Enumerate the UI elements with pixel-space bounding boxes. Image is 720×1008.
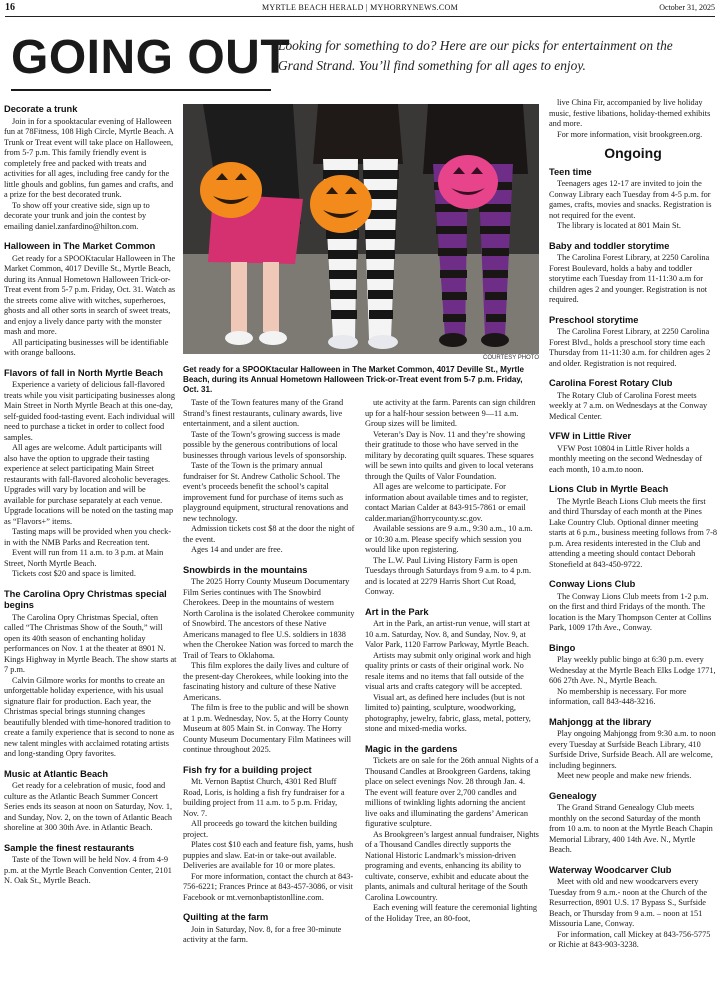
article-paragraph: Veteran’s Day is Nov. 11 and they’re showing their gratitude to those who have served in the military by decorating quilt squares. These squares will be sewn into quilts and given to local veterans through the Quilts of Valor Foundation. [365,429,534,481]
article [549,717,717,782]
article-paragraph: Meet with old and new woodcarvers every Tuesday from 9 a.m.- noon at the Church of the Resurrection, 8901 U.S. 17 Bypass S., Surfside Beach, or Thursday from 9 a.m. – noon at 151 Missouria Lane, Conway. [549,877,707,928]
article-paragraph: To show off your creative side, sign up to decorate your trunk and join the contest by emailing daniel.zanfardino@hilton.com. [4,200,150,231]
article-heading: Quilting at the farm [183,912,269,922]
article-paragraph: Taste of the Town is the primary annual fundraiser for St. Andrew Catholic School. The event’s proceeds benefit the school’s capital improvement fund for purchase of items such as playground equipment, structural renovations and new technology. [183,461,349,523]
article-paragraph: All proceeds go toward the kitchen building project. [183,819,338,839]
section-title: GOING OUT [11,31,291,84]
article-heading: Music at Atlantic Beach [4,768,109,779]
article-paragraph: The film is free to the public and will be shown at 1 p.m. Wednesday, Nov. 5, at the Horry County Museum at 805 Main St. in Conway. The Horry County Museum Documentary Film Matinees will continue throughout 2025. [183,703,351,754]
article-heading: Mahjongg at the library [549,716,652,727]
article-heading: Decorate a trunk [4,104,78,114]
left-pumpkin-bucket [200,162,262,218]
article [549,484,717,570]
article-paragraph: Admission tickets cost $8 at the door the night of the event. [183,524,355,544]
article-paragraph: This film explores the daily lives and culture of the present-day Cherokees, while looking into the fascinating history and culture of these Native Americans. [183,661,349,702]
article-heading: Carolina Forest Rotary Club [549,378,673,388]
article [549,643,717,708]
photo-caption: Get ready for a SPOOKtacular Halloween in The Market Common, 4017 Deville St., Myrtle Beach, during its Annual Hometown Halloween Trick-or-Treat event from 5-7 p.m. Friday, Oct. 31. [183,365,524,394]
article-heading: Halloween in The Market Common [4,241,156,251]
article-heading: Baby and toddler storytime [549,240,670,251]
article-paragraph: The library is located at 801 Main St. [557,221,681,230]
article-paragraph: Artists may submit only original work and high quality prints or casts of their original work. No resale items and no items that fall outside of the visual arts and crafts category will be accepted. [365,650,531,691]
article-paragraph: All participating businesses will be identifiable with orange balloons. [4,337,169,357]
middle-pumpkin-bucket [310,175,372,233]
article [183,565,355,756]
article [549,791,717,856]
article-paragraph: Mt. Vernon Baptist Church, 4301 Red Bluff Road, Loris, is holding a fish fry fundraiser for a building project from 11 a.m. to 5 p.m. Friday, Nov. 7. [183,777,345,818]
article-heading: Lions Club in Myrtle Beach [549,484,669,494]
column-3 [365,398,539,1004]
continued-text [549,98,717,140]
column-4 [549,98,717,1004]
ongoing-heading: Ongoing [604,145,662,161]
article-paragraph: The Rotary Club of Carolina Forest meets weekly at 7 a.m. on Wednesdays at the Conway Medical Center. [549,390,708,421]
article-paragraph: live China Fir, accompanied by live holiday music, festive libations, holiday-themed exhibits and more. [549,98,711,128]
article [365,607,539,735]
article [4,368,177,580]
column-2 [183,398,355,1004]
article [183,398,355,556]
article-paragraph: The Carolina Forest Library, at 2250 Carolina Forest Boulevard, holds a baby and toddler storytime each Tuesday from 11-11:30 a.m for children ages 2 and younger. Registration is not required. [549,253,710,304]
publication-name: MYRTLE BEACH HERALD | MYHORRYNEWS.COM [261,3,458,12]
article-heading: Bingo [549,642,576,653]
article-paragraph: Taste of the Town features many of the Grand Strand’s finest restaurants, culinary awards, live entertainment, and a silent auction. [183,398,344,428]
article-paragraph: All ages are welcome. Adult participants will also have the option to upgrade their tasting experience at select participating Main Street restaurants with fall-flavored alcoholic beverages. Upgrades will vary by location and will be available for purchase separately at each venue. Upgrade locations will be noted on the tasting map as “Flavors+” items. [4,443,174,526]
article [183,765,355,904]
article-paragraph: Teenagers ages 12-17 are invited to join the Conway Library each Tuesday from 4-5 p.m. for games, crafts, movies and snacks. Registration is not required for the event. [549,179,712,220]
article-heading: Conway Lions Club [549,579,636,589]
article-paragraph: Play ongoing Mahjongg from 9:30 a.m. to noon every Tuesday at Surfside Beach Library, 410 Surfside Drive, Surfside Beach. All are welcome, including beginners. [549,729,716,770]
halloween-photo [183,104,539,354]
article [549,865,717,951]
article-paragraph: The Grand Strand Genealogy Club meets monthly on the second Saturday of the month from 10 a.m. to noon at the Myrtle Beach Chapin Memorial Library, 400 14th Ave. N., Myrtle Beach. [549,803,713,854]
article [4,589,177,760]
article-paragraph: Each evening will feature the ceremonial lighting of the Holiday Tree, an 80-foot, [365,903,538,923]
article-paragraph: Join in Saturday, Nov. 8, for a free 30-minute activity at the farm. [183,924,342,944]
title-underline [11,89,271,91]
article-paragraph: For more information, contact the church at 843-756-6221; Frances Prince at 843-457-3086, or visit Facebook or mt.vernonbaptistonlline.com. [183,871,354,902]
article-paragraph: Taste of the Town’s growing success is made possible by the generous contributions of local businesses through various levels of sponsorship. [183,429,347,460]
article-heading: Magic in the gardens [365,743,458,754]
article-paragraph: The Carolina Opry Christmas Special, often called “The Christmas Show of the South,” will open its 40th season of enchanting holiday performances on Nov. 1 at the theater at 8901 N. Kings Highway in Myrtle Beach. The show starts at 7 p.m. [4,612,177,674]
article-paragraph: All ages are welcome to participate. For information about available times and to register, contact Marian Calder at 843-915-7861 or email calder.marian@horrycounty.sc.gov. [365,482,529,523]
left-child-shoe [225,331,253,345]
ongoing-list [549,167,717,951]
article [365,398,539,598]
article [4,104,177,232]
header-rule [5,16,715,17]
left-child-shoe [259,331,287,345]
article-paragraph: Meet new people and make new friends. [557,771,692,780]
section-intro: Looking for something to do? Here are our picks for entertainment on the Grand Strand. You’ll find something for all ages to enjoy. [278,38,673,73]
left-child-leg [231,262,247,332]
article-paragraph: Get ready for a celebration of music, food and culture as the Atlantic Beach Summer Concert Series ends its season at noon on Saturday, Nov. 1, and Sunday, Nov. 2, on the town of Atlantic Beach shoreline at 300 30th Ave. in Atlantic Beach. [4,781,173,832]
right-child-shoe [481,333,509,347]
article-paragraph: Tickets are on sale for the 26th annual Nights of a Thousand Candles at Brookgreen Gardens, taking place on select evenings Nov. 28 through Jan. 4. The event will feature over 2,700 candles and millions of twinkling lights adorning the ancient live oaks and illuminating the gardens’ American figurative sculpture. [365,756,539,828]
issue-date: October 31, 2025 [659,3,715,12]
article-heading: Sample the finest restaurants [4,842,135,853]
article-paragraph: Available sessions are 9 a.m., 9:30 a.m., 10 a.m. or 10:30 a.m. Please specify which session you would like upon registering. [365,524,533,554]
article-paragraph: No membership is necessary. For more information, call 843-448-3216. [549,686,687,706]
article-paragraph: VFW Post 10804 in Little River holds a monthly meeting on the second Wednesday of each month, 10 a.m.to noon. [549,443,703,474]
article-paragraph: Experience a variety of delicious fall-flavored treats while you visit participating businesses along Main Street in North Myrtle Beach at this one-day, self-guided food-tasting event. Each individual will need to purchase a ticket in order to collect food samples. [4,380,175,442]
article-heading: Preschool storytime [549,314,639,325]
photo-credit: COURTESY PHOTO [482,355,539,361]
article [549,241,717,306]
halloween-photo-illustration [183,104,539,354]
article-heading: The Carolina Opry Christmas special begins [4,588,167,610]
article-paragraph: ute activity at the farm. Parents can sign children up for a half-hour session between 9—11 a.m. Group sizes will be limited. [365,398,536,428]
article-heading: Snowbirds in the mountains [183,564,308,575]
middle-child-shoe [328,335,358,349]
page-number: 16 [5,2,15,13]
middle-child-top [313,104,403,164]
article-paragraph: The Conway Lions Club meets from 1-2 p.m. on the first and third Fridays of the month. The location is the Mary Thompson Center at Collins Park, 1009 17th Ave., Conway. [549,591,712,632]
article-paragraph: Calvin Gilmore works for months to create an unforgettable holiday experience, with his usual signature flair for production. Each year, the Christmas special brings stunning changes beautifully blended with time-honored tradition to create a family experience that is second to none as new talent mingles with acclaimed rotating artists and long-standing Opry favorites. [4,675,175,758]
article-paragraph: Visual art, as defined here includes (but is not limited to) painting, sculpture, woodworking, photography, jewelry, fabric, glass, metal, pottery, stone and mixed-media works. [365,692,531,733]
article-heading: Waterway Woodcarver Club [549,864,672,875]
article [183,912,355,946]
article-paragraph: For information, call Mickey at 843-756-5775 or Richie at 843-903-3238. [549,929,711,949]
article-paragraph: The Myrtle Beach Lions Club meets the first and third Thursday of each month at the Pines Lake Country Club. Optional dinner meeting starts at 6 p.m., business meeting follows from 7-8 p.m. Area residents interested in the Club and attending a meeting should contact Deborah Stonefield at 843-450-9722. [549,496,717,569]
page-folio [5,2,715,16]
column-1 [4,104,177,1004]
article-paragraph: Plates cost $10 each and feature fish, yams, hush puppies and slaw. Eat-in or take-out available. Deliveries are available for 10 or more plates. [183,840,354,870]
article-paragraph: Taste of the Town will be held Nov. 4 from 4-9 p.m. at the Myrtle Beach Convention Center, 2101 N. Oak St., Myrtle Beach. [4,855,172,885]
article [549,431,717,475]
article [549,378,717,422]
article-paragraph: Art in the Park, an artist-run venue, will start at 10 a.m. Saturday, Nov. 8, and Sunday, Nov. 9, at Valor Park, 1120 Farrow Parkway, Myrtle Beach. [365,619,530,649]
article-heading: Flavors of fall in North Myrtle Beach [4,367,164,378]
article [4,241,177,359]
article [4,769,177,834]
left-child-leg [263,262,279,332]
article [549,315,717,370]
article-heading: Teen time [549,166,592,177]
article-paragraph: The Carolina Forest Library, at 2250 Carolina Forest Blvd., holds a preschool story time each Thursday from 11-11:30 a.m. for children ages 2 and older. Registration is not required. [549,327,711,368]
article [365,744,539,925]
article [4,843,177,887]
article [549,167,717,232]
article-paragraph: Get ready for a SPOOKtacular Halloween in The Market Common, 4017 Deville St., Myrtle Beach, during its Annual Hometown Halloween Trick-or-Treat event from 5-7 p.m. Friday, Oct. 31. Watch as the streets come alive with witches, superheroes, ghosts and all other sorts in search of sweet treats, and enjoy a lively dance party with the monster mash and more. [4,253,176,336]
article-heading: Genealogy [549,790,597,801]
article-paragraph: Play weekly public bingo at 6:30 p.m. every Wednesday at the Myrtle Beach Elks Lodge 1771, 606 27th Ave. N., Myrtle Beach. [549,655,716,685]
article-heading: Fish fry for a building project [183,764,312,775]
article-heading: VFW in Little River [549,431,632,441]
article-paragraph: Ages 14 and under are free. [191,545,283,554]
article-paragraph: Event will run from 11 a.m. to 3 p.m. at Main Street, North Myrtle Beach. [4,548,164,568]
article-paragraph: Tasting maps will be provided when you check-in with the NMB Parks and Recreation tent. [4,527,172,547]
article-heading: Art in the Park [365,606,429,617]
right-pumpkin-bucket [438,155,498,209]
article-paragraph: The L.W. Paul Living History Farm is open Tuesdays through Saturdays from 9 a.m. to 4 p.m. and is located at 2279 Harris Short Cut Road, Conway. [365,555,532,596]
middle-child-shoe [368,335,398,349]
article [549,579,717,634]
article-paragraph: Join in for a spooktacular evening of Halloween fun at 78Fitness, 108 High Circle, Myrtle Beach. A Trunk or Treat event will take place on Halloween, from 5-7 p.m. This family friendly event is completely free and packed with treats and activities for all ages, including free candy for the little ghouls and goblins, fun games and crafts, and a prize for the best decorated trunk. [4,116,174,199]
article-paragraph: As Brookgreen’s largest annual fundraiser, Nights of a Thousand Candles directly supports the National Historic Landmark’s mission-driven programing and events, enhancing its ability to cultivate, conserve, exhibit and educate about the plants, animals and cultural heritage of the South Carolina Lowcountry. [365,829,539,902]
right-child-shoe [439,333,467,347]
article-paragraph: For more information, visit brookgreen.org. [557,129,703,139]
article-paragraph: Tickets cost $20 and space is limited. [12,569,136,578]
article-paragraph: The 2025 Horry County Museum Documentary Film Series continues with The Snowbird Cherokees. Deep in the mountains of western North Carolina is the isolated Cherokee community of Snowbird. The ancestors of these Native Americans managed to flee U.S. soldiers in 1838 when the Cherokee Nation was forced to march the Trail of Tears to Oklahoma. [183,577,355,660]
